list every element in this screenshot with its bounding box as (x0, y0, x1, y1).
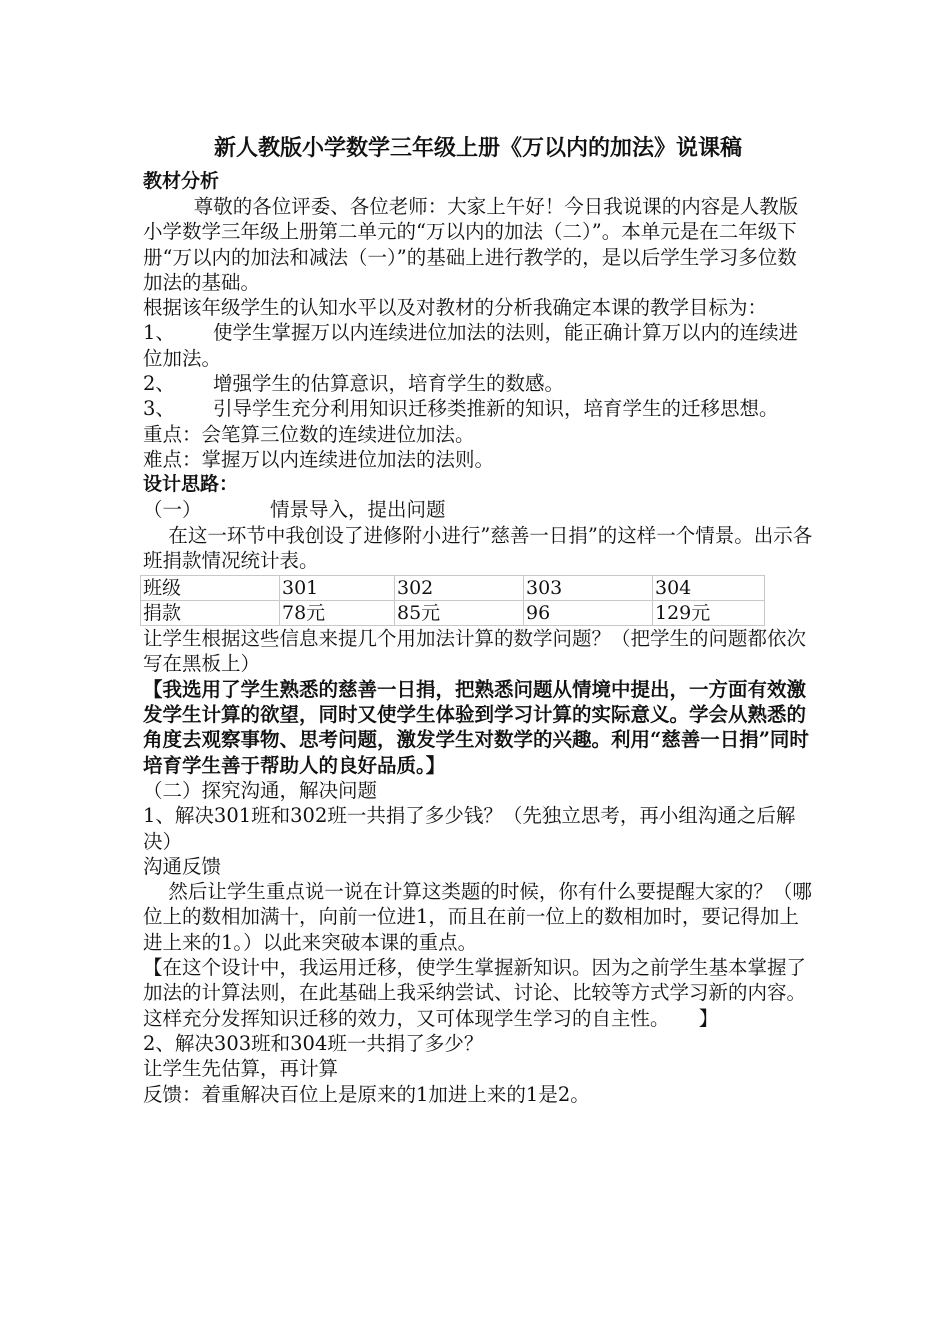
table-row (141, 576, 765, 601)
goal-number: 3、 (143, 397, 175, 421)
intro-paragraph: 尊敬的各位评委、各位老师：大家上午好！今日我说课的内容是人教版小学数学三年级上册第二单元的“万以内的加法（二）”。本单元是在二年级下册“万以内的加法和减法（一）”的基础上进行教学的，是以后学生学习多位数加法的基础。 (143, 195, 799, 294)
estimate-instruction: 让学生先估算，再计算 (143, 1057, 339, 1081)
table-cell: 129元 (653, 601, 765, 626)
goal-item (143, 320, 813, 371)
goal-item (143, 371, 813, 396)
table-cell: 班级 (141, 576, 280, 601)
feedback-2: 反馈：着重解决百位上是原来的1加进上来的1是2。 (143, 1082, 590, 1106)
table-cell: 85元 (395, 601, 524, 626)
table-row (141, 601, 765, 626)
goal-text: 增强学生的估算意识，培育学生的数感。 (213, 372, 565, 396)
question-2: 2、解决303班和304班一共捐了多少？ (143, 1031, 484, 1055)
goal-text: 使学生掌握万以内连续进位加法的法则，能正确计算万以内的连续进位加法。 (143, 321, 799, 370)
goal-number: 2、 (143, 372, 175, 396)
part1-number: （一） (143, 498, 202, 522)
design-comment: 【在这个设计中，我运用迁移，使学生掌握新知识。因为之前学生基本掌握了加法的计算法则，在此基础上我采纳尝试、讨论、比较等方式学习新的内容。这样充分发挥知识迁移的效力，又可体现学生学习的自主性。 】 (143, 956, 807, 1030)
goals-intro-paragraph: 根据该年级学生的认知水平以及对教材的分析我确定本课的教学目标为： (143, 296, 768, 320)
section-heading-material-analysis: 教材分析 (143, 170, 220, 192)
table-cell: 捐款 (141, 601, 280, 626)
part1-paragraph: 在这一环节中我创设了进修附小进行”慈善一日捐”的这样一个情景。出示各班捐款情况统计表。 (143, 523, 813, 572)
document-title: 新人教版小学数学三年级上册《万以内的加法》说课稿 (213, 136, 742, 161)
table-cell: 304 (653, 576, 765, 601)
donation-table (140, 575, 765, 626)
difficulty-point: 难点：掌握万以内连续进位加法的法则。 (143, 447, 495, 471)
key-point: 重点：会笔算三位数的连续进位加法。 (143, 422, 475, 446)
section-heading-design: 设计思路： (143, 473, 239, 496)
table-cell: 78元 (280, 601, 395, 626)
part2-heading: （二）探究沟通，解决问题 (143, 778, 378, 802)
feedback-label: 沟通反馈 (143, 854, 222, 878)
goal-text: 引导学生充分利用知识迁移类推新的知识，培育学生的迁移思想。 (213, 397, 779, 421)
table-cell: 96 (524, 601, 653, 626)
document-page (143, 133, 813, 1107)
goal-number: 1、 (143, 321, 175, 345)
feedback-paragraph: 然后让学生重点说一说在计算这类题的时候，你有什么要提醒大家的？（哪位上的数相加满十，向前一位进1，而且在前一位上的数相加时，要记得加上进上来的1。）以此来突破本课的重点。 (143, 880, 812, 954)
part1-heading (143, 497, 813, 522)
design-comment: 【我选用了学生熟悉的慈善一日捐，把熟悉问题从情境中提出，一方面有效激发学生计算的欲望，同时又使学生体验到学习计算的实际意义。学会从熟悉的角度去观察事物、思考问题，激发学生对数学的兴趣。利用“慈善一日捐”同时培育学生善于帮助人的良好品质。】 (143, 677, 809, 777)
question-prompt-paragraph: 让学生根据这些信息来提几个用加法计算的数学问题？（把学生的问题都依次写在黑板上） (143, 627, 807, 676)
goal-item (143, 396, 813, 421)
table-cell: 302 (395, 576, 524, 601)
question-1: 1、解决301班和302班一共捐了多少钱？（先独立思考，再小组沟通之后解决） (143, 804, 796, 853)
table-cell: 303 (524, 576, 653, 601)
part1-title: 情景导入，提出问题 (270, 498, 446, 522)
table-cell: 301 (280, 576, 395, 601)
